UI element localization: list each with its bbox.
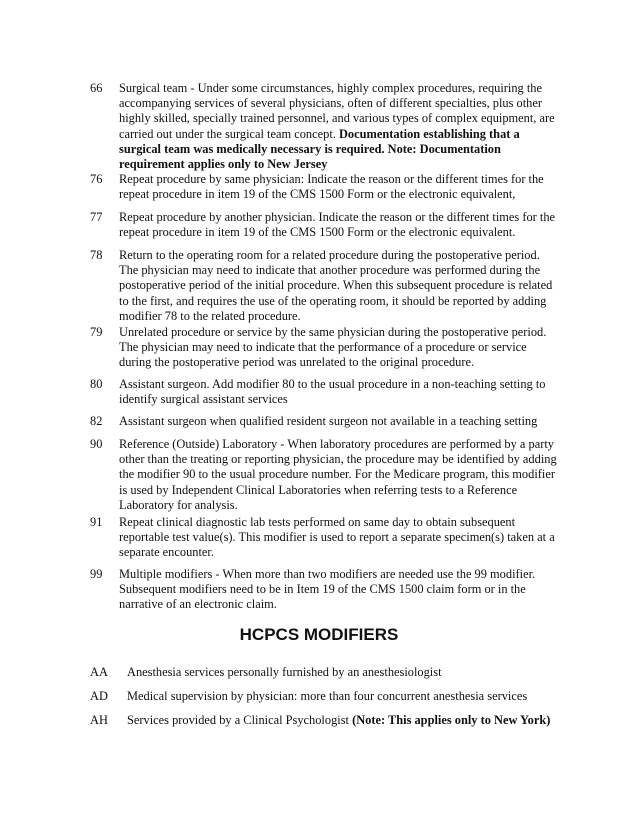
modifier-code: 76 — [90, 172, 103, 186]
modifier-code: 77 — [90, 210, 103, 224]
hcpcs-description: Medical supervision by physician: more than four concurrent anesthesia services — [127, 689, 528, 703]
modifier-description: Repeat procedure by same physician: Indicate the reason or the different times for the repeat procedure in item 19 of the CMS 1500 Form or the electronic equivalent, — [119, 172, 544, 202]
modifier-code: 99 — [90, 567, 103, 581]
modifier-code: 78 — [90, 248, 103, 262]
modifier-description: Multiple modifiers - When more than two modifiers are needed use the 99 modifier. Subsequent modifiers need to be in Item 19 of the CMS 1500 claim form or in the narrative of an electronic claim. — [119, 567, 536, 612]
hcpcs-code: AD — [90, 689, 108, 703]
modifier-note: Documentation establishing that a surgical team was medically necessary is required. Note: Documentation requirement applies only to New Jersey — [119, 126, 520, 172]
modifier-code: 80 — [90, 377, 103, 391]
modifier-description: Unrelated procedure or service by the same physician during the postoperative period. The physician may need to indicate that the performance of a procedure or service during the postoperative period was unrelated to the original procedure. — [119, 325, 547, 370]
modifier-code: 82 — [90, 414, 103, 428]
hcpcs-description: Anesthesia services personally furnished by an anesthesiologist — [127, 665, 442, 679]
modifier-description: Reference (Outside) Laboratory - When laboratory procedures are performed by a party other than the treating or reporting physician, the procedure may be identified by adding the modifier 90 to the usual procedure number. For the Medicare program, this modifier is used by Independent Clinical Laboratories when referring tests to a Reference Laboratory for analysis. — [119, 437, 557, 512]
modifier-text: Surgical team - Under some circumstances, highly complex procedures, requiring the accompanying services of several physicians, often of different specialties, plus other highly skilled, specially trained personnel, and various types of complex equipment, are carried out under the surgical team concept. — [119, 81, 555, 141]
modifier-code: 91 — [90, 515, 103, 529]
hcpcs-note: (Note: This applies only to New York) — [352, 713, 551, 727]
modifier-description: Repeat procedure by another physician. Indicate the reason or the different times for the repeat procedure in item 19 of the CMS 1500 Form or the electronic equivalent. — [119, 210, 556, 240]
modifier-description: Repeat clinical diagnostic lab tests performed on same day to obtain subsequent reportable test value(s). This modifier is used to report a separate specimen(s) taken at a separate encounter. — [119, 515, 555, 560]
section-heading: HCPCS MODIFIERS — [239, 625, 399, 644]
modifier-description: Assistant surgeon. Add modifier 80 to the usual procedure in a non-teaching setting to identify surgical assistant services — [119, 377, 546, 407]
modifier-code: 90 — [90, 437, 103, 451]
modifier-description — [119, 81, 560, 172]
modifier-description: Return to the operating room for a related procedure during the postoperative period. The physician may need to indicate that another procedure was performed during the postoperative period of the initial procedure. When this subsequent procedure is related to the first, and requires the use of the operating room, it should be reported by adding modifier 78 to the related procedure. — [119, 248, 553, 323]
modifier-code: 79 — [90, 325, 103, 339]
modifier-code: 66 — [90, 81, 103, 95]
hcpcs-text: Services provided by a Clinical Psychologist — [127, 713, 353, 727]
modifier-description: Assistant surgeon when qualified resident surgeon not available in a teaching setting — [119, 414, 538, 428]
hcpcs-code: AA — [90, 665, 108, 679]
hcpcs-description — [127, 713, 567, 728]
hcpcs-code: AH — [90, 713, 108, 727]
